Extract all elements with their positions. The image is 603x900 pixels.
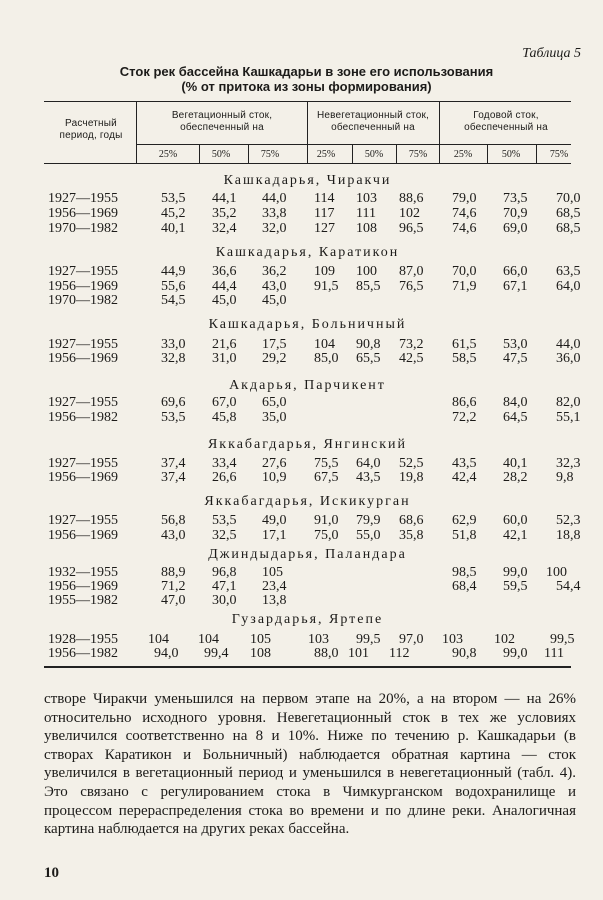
cell: 102 xyxy=(494,632,515,647)
cell: 17,5 xyxy=(262,337,287,352)
cell-period: 1970—1982 xyxy=(48,221,118,236)
cell: 65,0 xyxy=(262,395,287,410)
section-title: Яккабагдарья, Янгинский xyxy=(207,437,408,452)
cell: 109 xyxy=(314,264,335,279)
cell: 37,4 xyxy=(161,470,186,485)
cell: 55,1 xyxy=(556,410,581,425)
header-percent: 25% xyxy=(453,149,473,160)
cell: 87,0 xyxy=(399,264,424,279)
header-vegetation: Вегетационный сток, обеспеченный на xyxy=(171,110,273,133)
cell: 67,1 xyxy=(503,279,528,294)
table-title-line-2: (% от притока из зоны формирования) xyxy=(181,79,432,94)
cell: 36,0 xyxy=(556,351,581,366)
cell: 70,0 xyxy=(556,191,581,206)
cell: 74,6 xyxy=(452,221,477,236)
cell: 60,0 xyxy=(503,513,528,528)
cell: 43,0 xyxy=(161,528,186,543)
header-subrule xyxy=(136,144,571,145)
cell: 26,6 xyxy=(212,470,237,485)
table-row xyxy=(0,594,603,608)
cell: 100 xyxy=(356,264,377,279)
cell: 66,0 xyxy=(503,264,528,279)
cell: 42,5 xyxy=(399,351,424,366)
page-number: 10 xyxy=(44,865,59,881)
cell: 79,0 xyxy=(452,191,477,206)
cell: 49,0 xyxy=(262,513,287,528)
header-percent: 25% xyxy=(316,149,336,160)
cell: 98,5 xyxy=(452,565,477,580)
cell: 63,5 xyxy=(556,264,581,279)
header-divider xyxy=(439,101,440,163)
cell: 17,1 xyxy=(262,528,287,543)
cell: 32,8 xyxy=(161,351,186,366)
cell: 88,0 xyxy=(314,646,339,661)
cell-period: 1956—1969 xyxy=(48,351,118,366)
cell: 69,0 xyxy=(503,221,528,236)
header-divider xyxy=(136,101,137,163)
header-nonvegetation: Невегетационный сток, обеспеченный на xyxy=(316,110,430,133)
cell: 99,5 xyxy=(356,632,381,647)
header-percent: 25% xyxy=(158,149,178,160)
cell: 52,3 xyxy=(556,513,581,528)
cell-period: 1927—1955 xyxy=(48,337,118,352)
cell: 69,6 xyxy=(161,395,186,410)
cell: 68,5 xyxy=(556,206,581,221)
cell: 54,4 xyxy=(556,579,581,594)
cell: 44,1 xyxy=(212,191,237,206)
cell: 27,6 xyxy=(262,456,287,471)
section-title: Кашкадарья, Больничный xyxy=(208,317,407,332)
table-row xyxy=(0,411,603,425)
cell: 90,8 xyxy=(452,646,477,661)
cell: 112 xyxy=(389,646,410,661)
cell: 73,2 xyxy=(399,337,424,352)
cell: 53,5 xyxy=(161,410,186,425)
cell: 35,2 xyxy=(212,206,237,221)
cell: 79,9 xyxy=(356,513,381,528)
table-row xyxy=(0,457,603,471)
body-paragraph: створе Чиракчи уменьшился на первом этапе на 20%, а на втором — на 26% относительно исходного уровня. Невегетационный сток в тех же условиях увеличился соответственно на 8 и 10%. Ниже по течению р. Кашкадарьи (в створах Каратикон и Больничный) наблюдается обратная картина — сток увеличился в вегетационный период и уменьшился в невегетационный (табл. 4). Это связано с регулированием стока в Чимкурганском водохранилище и процессом перераспределения стока во времени и по длине реки. Аналогичная картина наблюдается на других реках бассейна. xyxy=(44,691,576,838)
cell: 111 xyxy=(544,646,564,661)
header-period: Расчетный период, годы xyxy=(59,118,123,141)
cell: 64,0 xyxy=(556,279,581,294)
cell: 32,3 xyxy=(556,456,581,471)
header-divider xyxy=(248,144,249,163)
section-title: Кашкадарья, Каратикон xyxy=(215,245,400,260)
cell: 53,0 xyxy=(503,337,528,352)
cell: 13,8 xyxy=(262,593,287,608)
cell: 104 xyxy=(198,632,219,647)
section-title: Яккабагдарья, Искикурган xyxy=(204,494,411,509)
cell: 47,5 xyxy=(503,351,528,366)
cell: 64,5 xyxy=(503,410,528,425)
header-annual: Годовой сток, обеспеченный на xyxy=(464,110,548,133)
cell: 103 xyxy=(442,632,463,647)
header-divider xyxy=(352,144,353,163)
cell: 35,0 xyxy=(262,410,287,425)
cell: 18,8 xyxy=(556,528,581,543)
table-title xyxy=(40,64,573,94)
header-percent: 75% xyxy=(549,149,569,160)
cell: 100 xyxy=(546,565,567,580)
cell: 44,9 xyxy=(161,264,186,279)
table-row xyxy=(0,396,603,410)
cell: 82,0 xyxy=(556,395,581,410)
cell: 76,5 xyxy=(399,279,424,294)
cell: 55,0 xyxy=(356,528,381,543)
cell: 47,0 xyxy=(161,593,186,608)
cell: 103 xyxy=(356,191,377,206)
cell: 40,1 xyxy=(503,456,528,471)
table-row xyxy=(0,280,603,294)
cell: 51,8 xyxy=(452,528,477,543)
cell: 73,5 xyxy=(503,191,528,206)
cell-period: 1927—1955 xyxy=(48,395,118,410)
cell: 103 xyxy=(308,632,329,647)
cell-period: 1927—1955 xyxy=(48,191,118,206)
header-percent: 50% xyxy=(211,149,231,160)
cell: 91,5 xyxy=(314,279,339,294)
cell: 104 xyxy=(314,337,335,352)
table-row xyxy=(0,222,603,236)
cell: 61,5 xyxy=(452,337,477,352)
section-title: Гузардарья, Яртепе xyxy=(231,612,384,627)
header-divider xyxy=(199,144,200,163)
cell: 85,5 xyxy=(356,279,381,294)
table-row xyxy=(0,580,603,594)
cell: 99,0 xyxy=(503,646,528,661)
cell: 96,8 xyxy=(212,565,237,580)
cell: 53,5 xyxy=(161,191,186,206)
cell: 31,0 xyxy=(212,351,237,366)
cell-period: 1956—1969 xyxy=(48,279,118,294)
table-title-line-1: Сток рек бассейна Кашкадарьи в зоне его использования xyxy=(119,64,494,79)
cell: 47,1 xyxy=(212,579,237,594)
cell: 84,0 xyxy=(503,395,528,410)
cell: 70,0 xyxy=(452,264,477,279)
cell: 45,8 xyxy=(212,410,237,425)
cell: 97,0 xyxy=(399,632,424,647)
cell: 104 xyxy=(148,632,169,647)
cell: 55,6 xyxy=(161,279,186,294)
cell: 33,0 xyxy=(161,337,186,352)
cell: 45,0 xyxy=(212,293,237,308)
cell: 88,9 xyxy=(161,565,186,580)
cell: 68,6 xyxy=(399,513,424,528)
cell: 28,2 xyxy=(503,470,528,485)
cell-period: 1928—1955 xyxy=(48,632,118,647)
cell: 90,8 xyxy=(356,337,381,352)
cell-period: 1970—1982 xyxy=(48,293,118,308)
cell: 101 xyxy=(348,646,369,661)
cell: 91,0 xyxy=(314,513,339,528)
table-row xyxy=(0,338,603,352)
header-percent: 50% xyxy=(501,149,521,160)
cell: 72,2 xyxy=(452,410,477,425)
table-row xyxy=(0,633,603,647)
cell: 54,5 xyxy=(161,293,186,308)
cell: 56,8 xyxy=(161,513,186,528)
cell: 99,0 xyxy=(503,565,528,580)
cell: 67,0 xyxy=(212,395,237,410)
cell: 52,5 xyxy=(399,456,424,471)
cell-period: 1956—1969 xyxy=(48,528,118,543)
cell: 70,9 xyxy=(503,206,528,221)
cell: 71,2 xyxy=(161,579,186,594)
cell: 99,4 xyxy=(204,646,229,661)
cell: 74,6 xyxy=(452,206,477,221)
cell: 45,2 xyxy=(161,206,186,221)
cell: 105 xyxy=(262,565,283,580)
cell: 108 xyxy=(356,221,377,236)
cell: 23,4 xyxy=(262,579,287,594)
cell: 21,6 xyxy=(212,337,237,352)
table-row xyxy=(0,514,603,528)
table-label: Таблица 5 xyxy=(522,46,581,61)
cell: 37,4 xyxy=(161,456,186,471)
table-row xyxy=(0,529,603,543)
cell: 32,5 xyxy=(212,528,237,543)
cell: 75,5 xyxy=(314,456,339,471)
cell: 94,0 xyxy=(154,646,179,661)
header-percent: 50% xyxy=(364,149,384,160)
cell: 36,2 xyxy=(262,264,287,279)
cell: 85,0 xyxy=(314,351,339,366)
cell: 32,4 xyxy=(212,221,237,236)
cell: 71,9 xyxy=(452,279,477,294)
cell: 68,5 xyxy=(556,221,581,236)
cell: 58,5 xyxy=(452,351,477,366)
cell-period: 1956—1982 xyxy=(48,410,118,425)
cell: 88,6 xyxy=(399,191,424,206)
cell: 35,8 xyxy=(399,528,424,543)
cell: 10,9 xyxy=(262,470,287,485)
cell: 53,5 xyxy=(212,513,237,528)
cell: 9,8 xyxy=(556,470,574,485)
cell: 19,8 xyxy=(399,470,424,485)
header-divider xyxy=(536,144,537,163)
section-title: Джиндыдарья, Паландара xyxy=(208,547,407,562)
table-row xyxy=(0,566,603,580)
cell-period: 1955—1982 xyxy=(48,593,118,608)
cell-period: 1956—1969 xyxy=(48,206,118,221)
cell: 59,5 xyxy=(503,579,528,594)
cell: 42,4 xyxy=(452,470,477,485)
cell: 64,0 xyxy=(356,456,381,471)
cell: 75,0 xyxy=(314,528,339,543)
header-percent: 75% xyxy=(408,149,428,160)
cell: 44,0 xyxy=(262,191,287,206)
cell: 67,5 xyxy=(314,470,339,485)
cell-period: 1956—1969 xyxy=(48,470,118,485)
cell: 43,5 xyxy=(452,456,477,471)
header-bottom-rule xyxy=(44,163,571,164)
cell: 86,6 xyxy=(452,395,477,410)
cell-period: 1927—1955 xyxy=(48,456,118,471)
cell: 33,4 xyxy=(212,456,237,471)
table-row xyxy=(0,471,603,485)
cell: 62,9 xyxy=(452,513,477,528)
table-row xyxy=(0,265,603,279)
cell: 111 xyxy=(356,206,376,221)
cell: 29,2 xyxy=(262,351,287,366)
cell: 65,5 xyxy=(356,351,381,366)
cell: 33,8 xyxy=(262,206,287,221)
cell: 40,1 xyxy=(161,221,186,236)
cell: 99,5 xyxy=(550,632,575,647)
table-row xyxy=(0,207,603,221)
cell: 117 xyxy=(314,206,335,221)
cell-period: 1932—1955 xyxy=(48,565,118,580)
cell: 32,0 xyxy=(262,221,287,236)
cell: 127 xyxy=(314,221,335,236)
table-bottom-rule xyxy=(44,666,571,668)
cell: 44,4 xyxy=(212,279,237,294)
cell: 68,4 xyxy=(452,579,477,594)
cell: 42,1 xyxy=(503,528,528,543)
cell: 45,0 xyxy=(262,293,287,308)
cell: 114 xyxy=(314,191,335,206)
cell: 36,6 xyxy=(212,264,237,279)
cell: 30,0 xyxy=(212,593,237,608)
cell: 43,5 xyxy=(356,470,381,485)
cell: 102 xyxy=(399,206,420,221)
cell-period: 1956—1969 xyxy=(48,579,118,594)
header-divider xyxy=(487,144,488,163)
section-title: Кашкадарья, Чиракчи xyxy=(223,173,392,188)
cell: 108 xyxy=(250,646,271,661)
header-divider xyxy=(396,144,397,163)
cell: 96,5 xyxy=(399,221,424,236)
cell: 43,0 xyxy=(262,279,287,294)
table-row xyxy=(0,352,603,366)
header-percent: 75% xyxy=(260,149,280,160)
cell-period: 1927—1955 xyxy=(48,513,118,528)
cell-period: 1927—1955 xyxy=(48,264,118,279)
table-row xyxy=(0,647,603,661)
table-row xyxy=(0,294,603,308)
table-row xyxy=(0,192,603,206)
section-title: Акдарья, Парчикент xyxy=(229,378,386,393)
cell-period: 1956—1982 xyxy=(48,646,118,661)
cell: 44,0 xyxy=(556,337,581,352)
cell: 105 xyxy=(250,632,271,647)
